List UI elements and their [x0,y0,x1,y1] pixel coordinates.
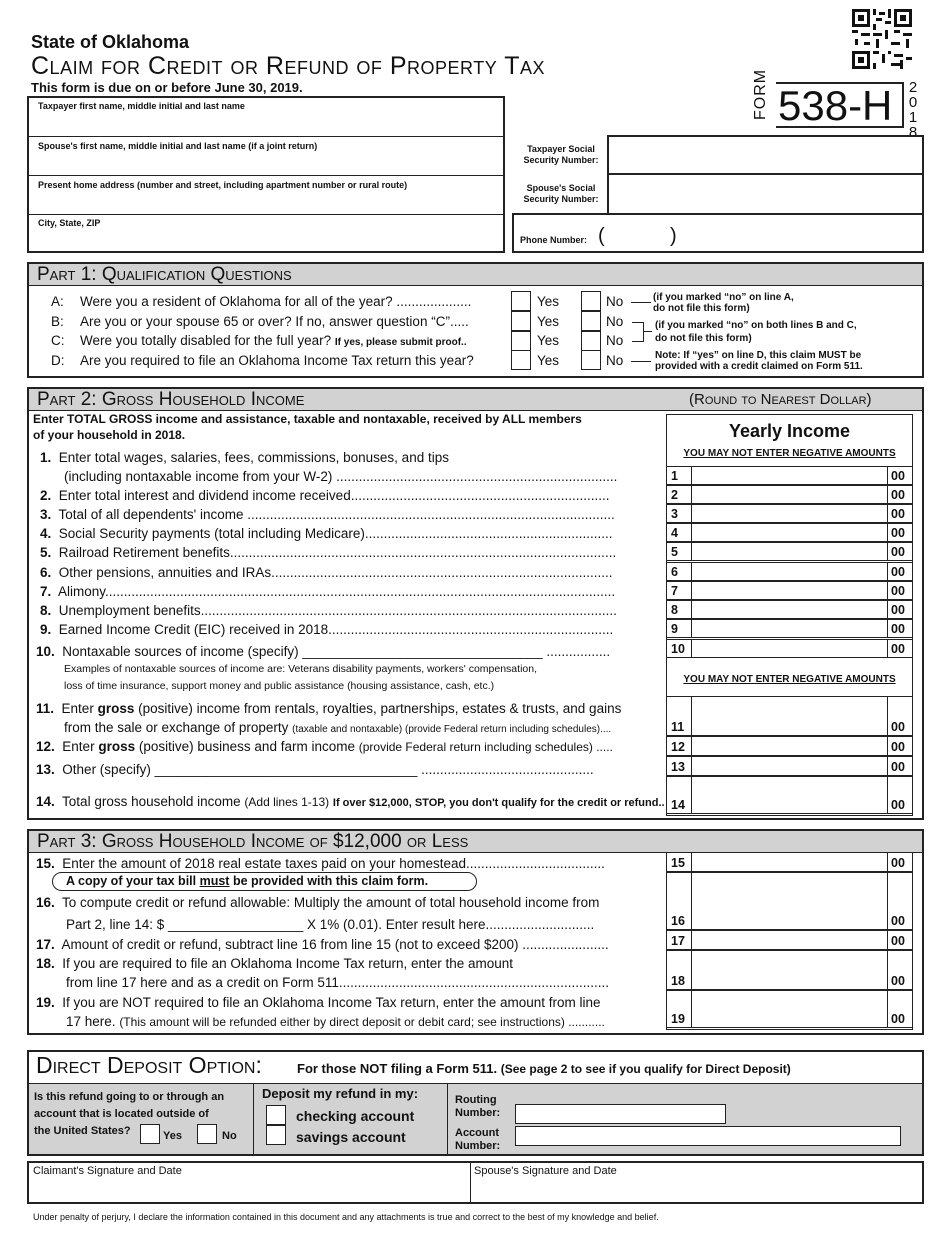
line-19-cont [66,1014,605,1029]
line-10-text: Nontaxable sources of income (specify) ________________________________ ................. [62,644,611,659]
dd-sub-2: (See page 2 to see if you qualify for Direct Deposit) [500,1062,791,1076]
line-4-text: Social Security payments (total including Medicare).................................................................. [58,526,613,541]
line-12 [36,739,613,754]
line-8-num: 8. [40,603,52,618]
line-8-text: Unemployment benefits............................................................................................................... [58,603,617,618]
line-18-cont: from line 17 here and as a credit on Form 511........................................................................ [66,975,609,990]
line-12-a: Enter [62,739,95,754]
income-line-number: 5 [671,545,678,559]
line-2-num: 2. [40,488,52,503]
line-3 [40,507,615,522]
direct-deposit-title: Direct Deposit Option: [36,1052,262,1078]
account-number-field[interactable] [515,1126,901,1146]
tax-bill-note-3: be provided with this claim form. [232,874,429,888]
line-8 [40,603,617,618]
q-text-c-main: Were you totally disabled for the full year? [80,333,332,348]
line-15 [36,856,605,871]
a-yes-label: Yes [537,294,560,309]
routing-label-1: Routing [455,1094,497,1106]
c-yes-label: Yes [537,333,560,348]
line-12-d: (provide Federal return including schedules) ..... [358,740,613,754]
line-19-num: 19. [36,995,55,1010]
dd-divider-2 [447,1084,448,1154]
address-label: Present home address (number and street, including apartment number or rural route) [38,180,408,190]
income-cents: 00 [891,914,905,928]
phone-open-paren: ( [598,225,605,247]
line-13-text: Other (specify) ___________________________________ .............................................. [62,762,594,777]
line-10-num: 10. [36,644,55,659]
income-line-row [667,485,912,504]
income-line-number: 9 [671,622,678,636]
q-text-d: Are you required to file an Oklahoma Income Tax return this year? [80,353,474,368]
line-13 [36,762,594,777]
line-14-num: 14. [36,794,55,809]
part2-title: Part 2: Gross Household Income [29,389,922,411]
line-16-text: To compute credit or refund allowable: Multiply the amount of total household income from [62,895,600,910]
income-line-number: 13 [671,760,685,774]
line-14 [36,794,665,809]
line-19-here: 17 here. [66,1014,116,1029]
taxpayer-info-box [27,96,505,253]
account-label-2: Number: [455,1140,501,1152]
line-3-num: 3. [40,507,52,522]
taxpayer-ssn-field[interactable] [607,135,924,175]
q-text-a: Were you a resident of Oklahoma for all of the year? .................... [80,294,472,309]
b-yes-checkbox[interactable] [511,311,531,331]
line-6-num: 6. [40,565,52,580]
line-11-e: (taxable and nontaxable) (provide Federal return including schedules).... [292,724,612,735]
income-amount-field[interactable] [691,777,888,813]
line-12-c: (positive) business and farm income [138,739,355,754]
d-no-label: No [606,353,624,368]
line-5-text: Railroad Retirement benefits....................................................................................................... [58,545,617,560]
income-amount-field[interactable] [691,486,888,503]
line-18 [36,956,513,971]
phone-close-paren: ) [670,225,677,247]
income-line-number: 14 [671,798,685,812]
income-cents: 00 [891,798,905,812]
income-amount-field[interactable] [691,640,888,657]
address-field[interactable] [29,176,503,215]
note-bc-bracket [632,322,644,342]
line-6 [40,565,612,580]
d-yes-label: Yes [537,353,560,368]
income-line-row [667,562,912,581]
income-cents: 00 [891,488,905,502]
income-line-number: 7 [671,584,678,598]
d-yes-checkbox[interactable] [511,350,531,370]
line-18-text: If you are required to file an Oklahoma Income Tax return, enter the amount [62,956,514,971]
income-amount-field[interactable] [691,524,888,541]
note-a-2: do not file this form) [653,303,750,314]
spouse-ssn-field[interactable] [607,173,924,215]
income-amount-field[interactable] [691,543,888,560]
claimant-signature-label: Claimant's Signature and Date [33,1165,182,1177]
qr-code-icon [852,9,912,69]
line-17 [36,937,609,952]
line-14-text: Total gross household income [62,794,241,809]
income-line-number: 2 [671,488,678,502]
income-cents: 00 [891,603,905,617]
dd-sub-1: For those NOT filing a Form 511. [297,1061,498,1076]
checking-checkbox[interactable] [266,1105,286,1125]
line-9-text: Earned Income Credit (EIC) received in 2018............................................................................ [58,622,614,637]
dd-divider-1 [253,1084,254,1154]
tax-bill-note-must: must [199,874,230,888]
income-line-number: 17 [671,934,685,948]
line-11-d: from the sale or exchange of property [64,720,289,735]
note-d-1: Note: If “yes” on line D, this claim MUST be [655,350,862,361]
line-11-a: Enter [61,701,94,716]
line-16-num: 16. [36,895,55,910]
line-11-c: (positive) income from rentals, royalties, partnerships, estates & trusts, and gains [138,701,622,716]
c-no-label: No [606,333,624,348]
line-15-num: 15. [36,856,55,871]
income-amount-field[interactable] [691,757,888,775]
income-amount-field[interactable] [691,505,888,522]
income-line-row [667,696,912,736]
line-6-text: Other pensions, annuities and IRAs........................................................................................... [58,565,613,580]
perjury-statement: Under penalty of perjury, I declare the information contained in this document and any attachments is true and correct to the best of my knowledge and belief. [33,1212,659,1222]
line-7-num: 7. [40,584,52,599]
income-line-row [667,523,912,542]
income-line-number: 11 [671,720,685,734]
income-amount-field[interactable] [691,620,888,637]
tax-bill-note [52,872,477,891]
income-line-number: 6 [671,565,678,579]
no-negative-note-2: YOU MAY NOT ENTER NEGATIVE AMOUNTS [683,674,896,685]
income-amount-field[interactable] [691,737,888,755]
q-text-c-proof: If yes, please submit proof.. [334,337,467,348]
taxpayer-name-field[interactable] [29,98,503,137]
line-7 [40,584,615,599]
q-letter-a: A: [51,294,64,309]
due-date: This form is due on or before June 30, 2019. [31,80,303,95]
line-7-text: Alimony........................................................................................................................................ [58,584,616,599]
income-cents: 00 [891,545,905,559]
routing-label-2: Number: [455,1107,501,1119]
routing-number-field[interactable] [515,1104,726,1124]
note-d-2: provided with a credit claimed on Form 511. [655,361,863,372]
q-letter-b: B: [51,314,64,329]
income-line-number: 15 [671,856,685,870]
income-cents: 00 [891,974,905,988]
line-16 [36,895,599,910]
yearly-income-title: Yearly Income [728,421,851,441]
phone-label: Phone Number: [520,235,588,245]
line-17-num: 17. [36,937,55,952]
line-19 [36,995,601,1010]
state-name: State of Oklahoma [31,32,190,52]
savings-label: savings account [296,1129,406,1145]
foreign-no-checkbox[interactable] [197,1124,217,1144]
line-4 [40,526,612,541]
note-a-connector [631,302,651,303]
income-line-row [667,639,912,658]
phone-box [512,213,924,253]
income-line-number: 16 [671,914,685,928]
income-line-number: 18 [671,974,685,988]
line-12-gross: gross [98,739,136,754]
line-5-num: 5. [40,545,52,560]
line-4-num: 4. [40,526,52,541]
foreign-yes-checkbox[interactable] [140,1124,160,1144]
line-12-num: 12. [36,739,55,754]
foreign-yes-label: Yes [163,1130,182,1142]
form-year: 2018 [908,79,918,141]
d-no-checkbox[interactable] [581,350,601,370]
examples-2: loss of time insurance, support money and public assistance (housing assistance, cash, etc.) [64,680,495,692]
city-label: City, State, ZIP [38,218,101,228]
part3-column [666,852,913,1030]
q-text-c [80,333,467,348]
income-line-number: 19 [671,1012,685,1026]
form-title: Claim for Credit or Refund of Property Tax [31,52,545,80]
income-line-row [667,504,912,523]
note-bc-1: (if you marked “no” on both lines B and C, [655,320,857,331]
income-cents: 00 [891,934,905,948]
a-no-label: No [606,294,624,309]
income-line-number: 1 [671,469,678,483]
b-no-label: No [606,314,624,329]
income-amount-field[interactable] [691,601,888,618]
note-d-connector [631,361,651,362]
line-10 [36,644,610,659]
savings-checkbox[interactable] [266,1125,286,1145]
account-label-1: Account [455,1127,499,1139]
taxpayer-name-label: Taxpayer first name, middle initial and last name [38,101,245,111]
income-line-row [667,756,912,776]
line-18-num: 18. [36,956,55,971]
income-line-row [667,581,912,600]
income-line-number: 3 [671,507,678,521]
spouse-ssn-label: Spouse's Social Security Number: [523,183,599,204]
income-cents: 00 [891,642,905,656]
income-cents: 00 [891,1012,905,1026]
line-13-num: 13. [36,762,55,777]
line-2 [40,488,610,503]
part2-round-note: (Round to Nearest Dollar) [689,391,872,408]
line-1-cont: (including nontaxable income from your W-2) ........................................................................... [64,469,618,484]
line-11-num: 11. [36,701,55,716]
line-11-gross: gross [97,701,135,716]
city-state-zip-field[interactable] [29,215,503,253]
income-cents: 00 [891,469,905,483]
line-11-cont [64,720,611,735]
part2-intro-2: of your household in 2018. [33,428,186,442]
line-15-text: Enter the amount of 2018 real estate taxes paid on your homestead..................................... [62,856,605,871]
income-cents: 00 [891,760,905,774]
line-9 [40,622,613,637]
taxpayer-ssn-label: Taxpayer Social Security Number: [523,144,599,165]
income-cents: 00 [891,565,905,579]
foreign-no-label: No [222,1130,237,1142]
income-line-row [667,600,912,619]
note-a-1: (if you marked “no” on line A, [653,292,794,303]
line-14-sub: (Add lines 1-13) [244,795,330,809]
part1-title: Part 1: Qualification Questions [29,264,922,286]
q-letter-d: D: [51,353,65,368]
income-line-row [667,619,912,638]
foreign-question-3: the United States? [34,1125,131,1137]
phone-field[interactable] [610,225,670,247]
income-amount-field[interactable] [691,467,888,484]
line-17-text: Amount of credit or refund, subtract line 16 from line 15 (not to exceed $200) ....................... [61,937,609,952]
foreign-question-2: account that is located outside of [34,1108,209,1120]
spouse-name-field[interactable] [29,137,503,176]
tax-bill-note-1: A copy of your tax bill [66,874,197,888]
income-cents: 00 [891,856,905,870]
income-line-number: 8 [671,603,678,617]
c-no-checkbox[interactable] [581,331,601,351]
income-cents: 00 [891,526,905,540]
income-line-number: 10 [671,642,685,656]
part3-title: Part 3: Gross Household Income of $12,000 or Less [29,831,922,853]
note-bc-2: do not file this form) [655,333,752,344]
income-amount-field[interactable] [691,563,888,580]
form-number: 538-H [776,82,904,128]
income-cents: 00 [891,740,905,754]
b-yes-label: Yes [537,314,560,329]
income-amount-field[interactable] [691,582,888,599]
line-1 [40,450,449,465]
q-letter-c: C: [51,333,65,348]
line-2-text: Enter total interest and dividend income received..................................................................... [58,488,610,503]
line-14-stop: If over $12,000, STOP, you don't qualify for the credit or refund.. [332,797,665,809]
note-bc-connector [644,331,652,332]
direct-deposit-subtitle [297,1061,791,1076]
a-yes-checkbox[interactable] [511,291,531,311]
form-word: FORM [752,68,769,120]
income-line-number: 4 [671,526,678,540]
examples-1: Examples of nontaxable sources of income are: Veterans disability payments, workers' compensation, [64,663,537,675]
foreign-question-1: Is this refund going to or through an [34,1091,225,1103]
line-19-sub: (This amount will be refunded either by direct deposit or debit card; see instructions) ........... [119,1015,605,1029]
line-1-text: Enter total wages, salaries, fees, commissions, bonuses, and tips [58,450,449,465]
income-cents: 00 [891,720,905,734]
q-text-b: Are you or your spouse 65 or over? If no, answer question “C”..... [80,314,469,329]
line-1-num: 1. [40,450,52,465]
a-no-checkbox[interactable] [581,291,601,311]
income-line-row [667,542,912,561]
income-line-row [667,466,912,485]
income-cents: 00 [891,507,905,521]
line-9-num: 9. [40,622,52,637]
no-negative-note-1: YOU MAY NOT ENTER NEGATIVE AMOUNTS [683,448,896,459]
income-cents: 00 [891,584,905,598]
c-yes-checkbox[interactable] [511,331,531,351]
part2-intro-1: Enter TOTAL GROSS income and assistance, taxable and nontaxable, received by ALL members [33,412,582,426]
line-5 [40,545,616,560]
spouse-name-label: Spouse's first name, middle initial and last name (if a joint return) [38,141,318,151]
deposit-in-label: Deposit my refund in my: [262,1086,419,1101]
line-16-cont: Part 2, line 14: $ __________________ X 1% (0.01). Enter result here............................. [66,917,595,932]
spouse-signature-label: Spouse's Signature and Date [474,1165,617,1177]
line-3-text: Total of all dependents' income .................................................................................................. [58,507,615,522]
line-19-text: If you are NOT required to file an Oklahoma Income Tax return, enter the amount from line [62,995,601,1010]
b-no-checkbox[interactable] [581,311,601,331]
line-11 [36,701,621,716]
income-amount-field[interactable] [691,697,888,735]
income-line-row [667,736,912,756]
checking-label: checking account [296,1108,415,1124]
income-line-number: 12 [671,740,685,754]
income-cents: 00 [891,622,905,636]
income-line-row [667,776,912,814]
